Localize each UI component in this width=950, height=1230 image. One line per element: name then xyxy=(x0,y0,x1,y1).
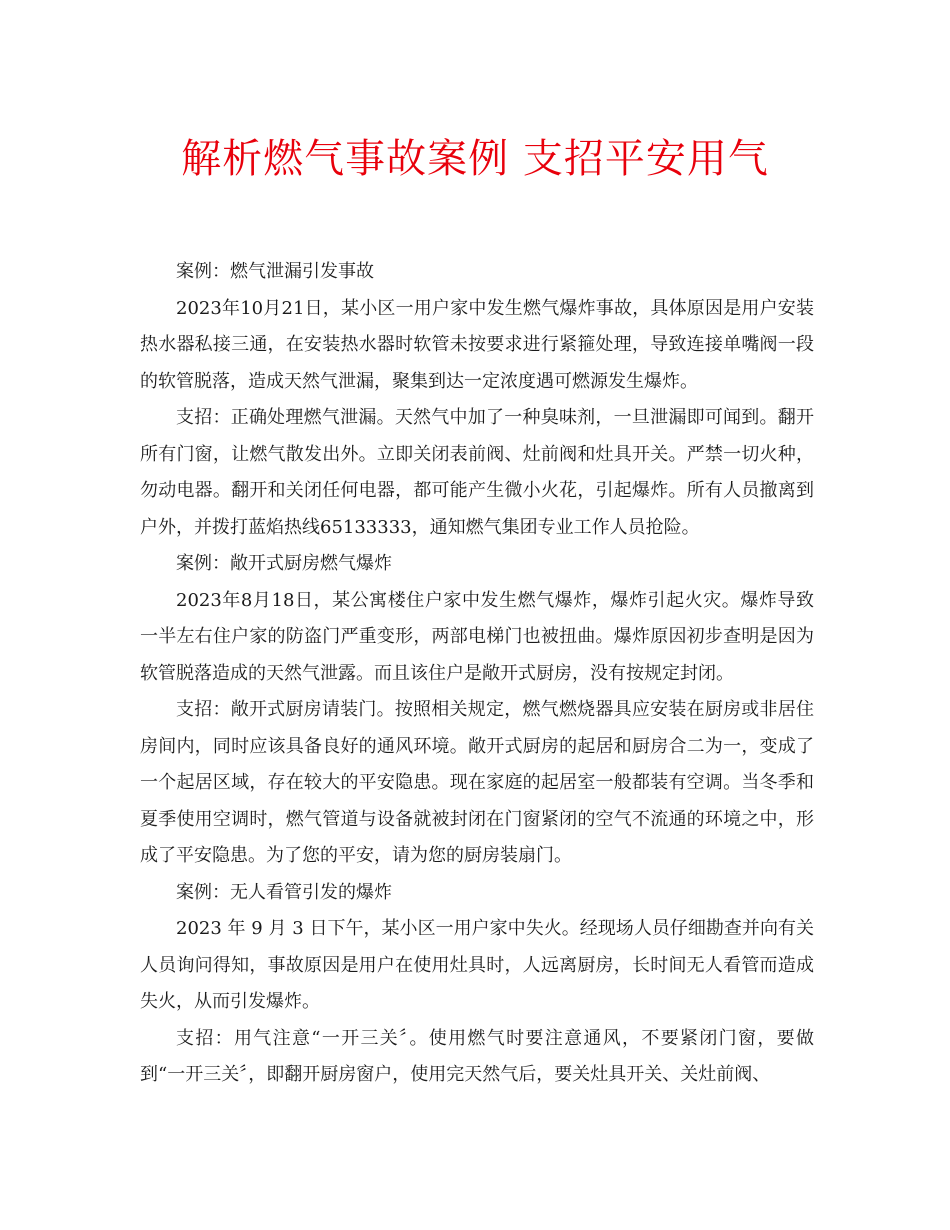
document-title: 解析燃气事故案例 支招平安用气 xyxy=(181,136,769,182)
paragraph-case-3-heading: 案例：无人看管引发的爆炸 xyxy=(176,881,392,903)
paragraph-case-1-heading: 案例：燃气泄漏引发事故 xyxy=(176,261,374,282)
paragraph-case-3-tip: 支招：用气注意“一开三关〞。使用燃气时要注意通风，不要紧闭门窗，要做到“一开三关〞，即翻开厨房窗户，使用完天然气后，要关灶具开关、关灶前阀、 xyxy=(140,1027,814,1085)
paragraph-case-2-heading: 案例：敞开式厨房燃气爆炸 xyxy=(176,553,392,574)
paragraph-case-1-description: 2023年10月21日，某小区一用户家中发生燃气爆炸事故，具体原因是用户安装热水器私接三通，在安装热水器时软管未按要求进行紧箍处理，导致连接单嘴阀一段的软管脱落，造成天然气泄漏，聚集到达一定浓度遇可燃源发生爆炸。 xyxy=(140,297,814,392)
paragraph-case-1-tip: 支招：正确处理燃气泄漏。天然气中加了一种臭味剂，一旦泄漏即可闻到。翻开所有门窗，让燃气散发出外。立即关闭表前阀、灶前阀和灶具开关。严禁一切火种，勿动电器。翻开和关闭任何电器，都可能产生微小火花，引起爆炸。所有人员撤离到户外，并拨打蓝焰热线65133333，通知燃气集团专业工作人员抢险。 xyxy=(140,407,814,538)
paragraph-case-2-description: 2023年8月18日，某公寓楼住户家中发生燃气爆炸，爆炸引起火灾。爆炸导致一半左右住户家的防盗门严重变形，两部电梯门也被扭曲。爆炸原因初步查明是因为软管脱落造成的天然气泄露。而且该住户是敞开式厨房，没有按规定封闭。 xyxy=(140,589,814,684)
document-body xyxy=(140,254,814,1094)
paragraph-case-3-description: 2023 年 9 月 3 日下午，某小区一用户家中失火。经现场人员仔细勘查并向有关人员询问得知，事故原因是用户在使用灶具时，人远离厨房，长时间无人看管而造成失火，从而引发爆炸。 xyxy=(140,918,814,1012)
paragraph-case-2-tip: 支招：敞开式厨房请装门。按照相关规定，燃气燃烧器具应安装在厨房或非居住房间内，同时应该具备良好的通风环境。敞开式厨房的起居和厨房合二为一，变成了一个起居区域，存在较大的平安隐患。现在家庭的起居室一般都装有空调。当冬季和夏季使用空调时，燃气管道与设备就被封闭在门窗紧闭的空气不流通的环境之中，形成了平安隐患。为了您的平安，请为您的厨房装扇门。 xyxy=(140,699,814,866)
